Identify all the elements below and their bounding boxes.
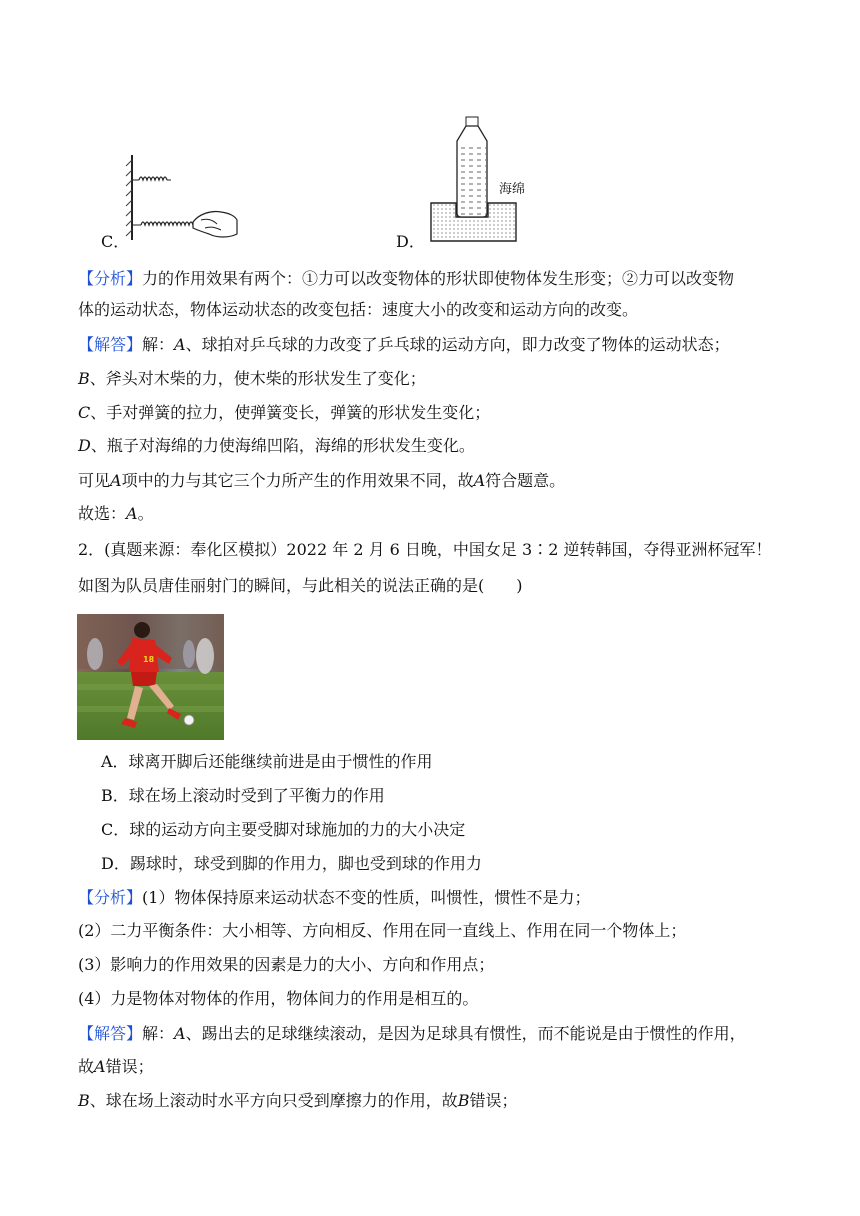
q2-stem-line-1: 2．(真题来源：奉化区模拟）2022 年 2 月 6 日晚，中国女足 3∶2 逆转韩国，夺得亚洲杯冠军！: [78, 540, 772, 559]
q2-analysis-line-2: (2）二力平衡条件：大小相等、方向相反、作用在同一直线上、作用在同一个物体上；: [78, 921, 687, 940]
q1-answer-line-b: B、斧头对木柴的力，使木柴的形状发生了变化；: [78, 369, 426, 388]
option-c-figure-label: C．: [101, 232, 130, 251]
q1-answer-line-a: 【解答】解：A、球拍对乒乓球的力改变了乒乓球的运动方向，即力改变了物体的运动状态；: [78, 335, 730, 354]
answer-tag: 【解答】: [78, 1024, 143, 1043]
q2-analysis-line-1: 【分析】(1）物体保持原来运动状态不变的性质，叫惯性，惯性不是力；: [78, 888, 591, 907]
sponge-label: 海绵: [499, 182, 526, 197]
q1-analysis-line-1: 【分析】力的作用效果有两个：①力可以改变物体的形状即使物体发生形变；②力可以改变物: [78, 269, 735, 288]
q1-conclusion-line: 可见A项中的力与其它三个力所产生的作用效果不同，故A符合题意。: [78, 471, 566, 490]
q2-option-b: B．球在场上滚动时受到了平衡力的作用: [101, 786, 385, 805]
q2-stem-line-2: 如图为队员唐佳丽射门的瞬间，与此相关的说法正确的是( ): [78, 576, 523, 595]
q1-choice-line: 故选：A。: [78, 504, 154, 523]
q2-option-d: D．踢球时，球受到脚的作用力，脚也受到球的作用力: [101, 854, 482, 873]
q2-analysis-line-3: (3）影响力的作用效果的因素是力的大小、方向和作用点；: [78, 955, 495, 974]
soccer-player-photo: [77, 614, 224, 740]
q1-answer-line-c: C、手对弹簧的拉力，使弹簧变长，弹簧的形状发生变化；: [78, 403, 491, 422]
q2-answer-line-a: 【解答】解：A、踢出去的足球继续滚动，是因为足球具有惯性，而不能说是由于惯性的作用，: [78, 1024, 746, 1043]
svg-text:18: 18: [143, 655, 155, 664]
option-d-figure-label: D．: [396, 232, 425, 251]
q2-analysis-line-4: (4）力是物体对物体的作用，物体间力的作用是相互的。: [78, 989, 479, 1008]
q2-answer-line-a-cont: 故A错误；: [78, 1057, 154, 1076]
q1-answer-line-d: D、瓶子对海绵的力使海绵凹陷，海绵的形状发生变化。: [78, 436, 475, 455]
analysis-tag: 【分析】: [78, 888, 143, 907]
q1-analysis-line-2: 体的运动状态，物体运动状态的改变包括：速度大小的改变和运动方向的改变。: [78, 300, 639, 319]
analysis-tag: 【分析】: [78, 269, 143, 288]
q2-answer-line-b: B、球在场上滚动时水平方向只受到摩擦力的作用，故B错误；: [78, 1091, 518, 1110]
answer-tag: 【解答】: [78, 335, 143, 354]
q2-option-c: C．球的运动方向主要受脚对球施加的力的大小决定: [101, 820, 466, 839]
q2-option-a: A．球离开脚后还能继续前进是由于惯性的作用: [101, 752, 433, 771]
spring-figure: [125, 150, 240, 245]
